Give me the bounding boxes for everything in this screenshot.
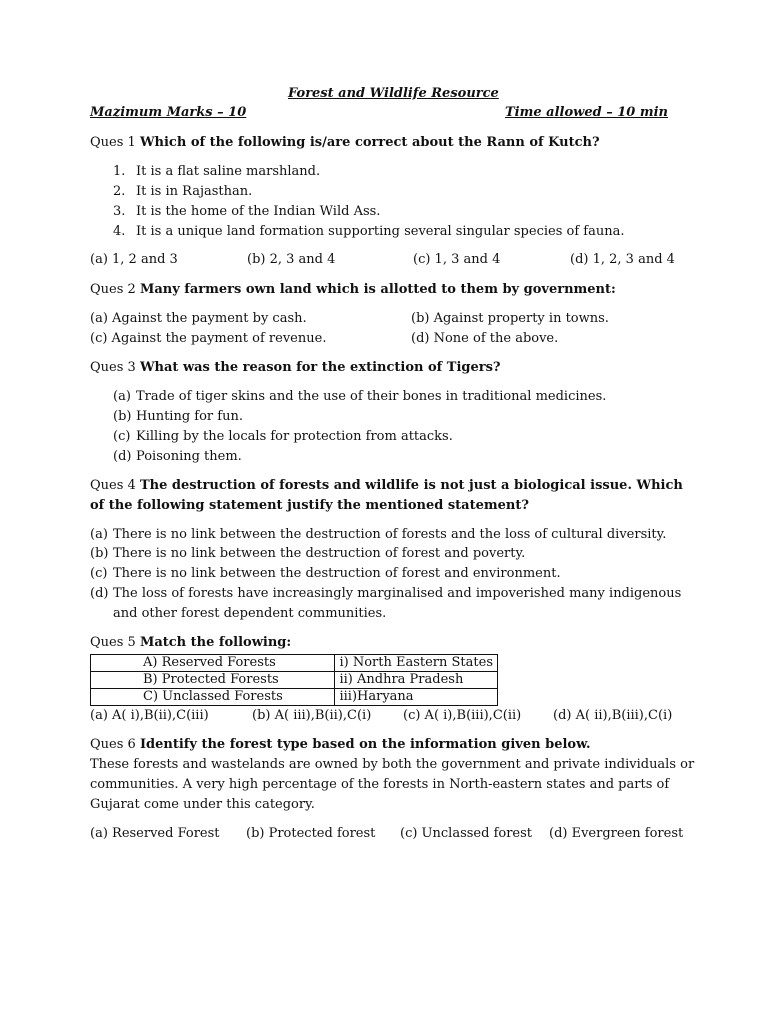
q3-option-c: Killing by the locals for protection from attacks. bbox=[136, 429, 453, 444]
match-table bbox=[90, 654, 498, 706]
table-cell: ii) Andhra Pradesh bbox=[335, 672, 498, 689]
q3-option-label: (a) bbox=[113, 389, 131, 404]
q6-option-a: (a) Reserved Forest bbox=[90, 826, 220, 841]
q3-option-label: (b) bbox=[113, 409, 132, 424]
q6-paragraph-line: Gujarat come under this category. bbox=[90, 797, 315, 812]
question-number: Ques 5 bbox=[90, 635, 140, 650]
question-1 bbox=[90, 135, 600, 151]
q4-option-b: There is no link between the destruction of forest and poverty. bbox=[113, 546, 526, 561]
q2-option-d: (d) None of the above. bbox=[411, 331, 559, 346]
table-cell: i) North Eastern States bbox=[335, 655, 498, 672]
q4-option-d: The loss of forests have increasingly marginalised and impoverished many indigenous bbox=[113, 586, 682, 601]
q1-item-num: 4. bbox=[113, 224, 126, 239]
q5-option-a: (a) A( i),B(ii),C(iii) bbox=[90, 708, 209, 723]
table-row bbox=[91, 689, 498, 706]
q1-option-c: (c) 1, 3 and 4 bbox=[413, 252, 501, 267]
q1-item: It is a unique land formation supporting several singular species of fauna. bbox=[136, 224, 625, 239]
q3-option-d: Poisoning them. bbox=[136, 449, 242, 464]
table-cell: B) Protected Forests bbox=[91, 672, 335, 689]
question-text: Match the following: bbox=[139, 635, 292, 650]
q1-item: It is a flat saline marshland. bbox=[136, 164, 321, 179]
table-row bbox=[91, 672, 498, 689]
q5-option-c: (c) A( i),B(iii),C(ii) bbox=[403, 708, 522, 723]
question-text: Identify the forest type based on the information given below. bbox=[139, 737, 591, 752]
q4-option-a: There is no link between the destruction of forests and the loss of cultural diversity. bbox=[113, 527, 667, 542]
q1-option-a: (a) 1, 2 and 3 bbox=[90, 252, 178, 267]
max-marks: Mazimum Marks – 10 bbox=[90, 105, 247, 120]
q1-item-num: 2. bbox=[113, 184, 126, 199]
q1-option-d: (d) 1, 2, 3 and 4 bbox=[570, 252, 675, 267]
document-title: Forest and Wildlife Resource bbox=[288, 86, 499, 101]
q6-option-d: (d) Evergreen forest bbox=[549, 826, 684, 841]
question-5 bbox=[90, 635, 291, 651]
q6-paragraph-line: These forests and wastelands are owned by both the government and private individuals or bbox=[90, 757, 695, 772]
table-cell: A) Reserved Forests bbox=[91, 655, 335, 672]
question-4 bbox=[90, 478, 683, 494]
q4-option-d-cont: and other forest dependent communities. bbox=[113, 606, 387, 621]
q4-option-c: There is no link between the destruction of forest and environment. bbox=[113, 566, 561, 581]
question-2 bbox=[90, 282, 616, 298]
q2-option-c: (c) Against the payment of revenue. bbox=[90, 331, 327, 346]
table-cell: C) Unclassed Forests bbox=[91, 689, 335, 706]
q4-option-label: (a) bbox=[90, 527, 108, 542]
q1-item: It is in Rajasthan. bbox=[136, 184, 253, 199]
table-cell: iii)Haryana bbox=[335, 689, 498, 706]
q1-item-num: 1. bbox=[113, 164, 126, 179]
question-text: What was the reason for the extinction of Tigers? bbox=[139, 360, 501, 375]
time-allowed: Time allowed – 10 min bbox=[505, 105, 669, 120]
q1-item-num: 3. bbox=[113, 204, 126, 219]
question-number: Ques 3 bbox=[90, 360, 140, 375]
q1-item: It is the home of the Indian Wild Ass. bbox=[136, 204, 381, 219]
question-number: Ques 2 bbox=[90, 282, 140, 297]
question-text: The destruction of forests and wildlife is not just a biological issue. Which bbox=[139, 478, 683, 493]
q2-option-a: (a) Against the payment by cash. bbox=[90, 311, 307, 326]
question-number: Ques 4 bbox=[90, 478, 140, 493]
q6-paragraph-line: communities. A very high percentage of the forests in North-eastern states and parts of bbox=[90, 777, 670, 792]
q3-option-b: Hunting for fun. bbox=[136, 409, 243, 424]
question-text: Many farmers own land which is allotted to them by government: bbox=[139, 282, 616, 297]
q3-option-label: (c) bbox=[113, 429, 131, 444]
q5-option-d: (d) A( ii),B(iii),C(i) bbox=[553, 708, 673, 723]
q6-option-c: (c) Unclassed forest bbox=[400, 826, 533, 841]
question-text: Which of the following is/are correct about the Rann of Kutch? bbox=[139, 135, 600, 150]
question-6 bbox=[90, 737, 590, 753]
q2-option-b: (b) Against property in towns. bbox=[411, 311, 609, 326]
q4-option-label: (c) bbox=[90, 566, 108, 581]
q3-option-a: Trade of tiger skins and the use of their bones in traditional medicines. bbox=[136, 389, 607, 404]
question-text-cont: of the following statement justify the mentioned statement? bbox=[90, 498, 529, 513]
q4-option-label: (b) bbox=[90, 546, 109, 561]
question-number: Ques 6 bbox=[90, 737, 140, 752]
q3-option-label: (d) bbox=[113, 449, 132, 464]
q6-option-b: (b) Protected forest bbox=[246, 826, 376, 841]
q4-option-label: (d) bbox=[90, 586, 109, 601]
question-number: Ques 1 bbox=[90, 135, 140, 150]
q5-option-b: (b) A( iii),B(ii),C(i) bbox=[252, 708, 372, 723]
table-row bbox=[91, 655, 498, 672]
question-3 bbox=[90, 360, 501, 376]
q1-option-b: (b) 2, 3 and 4 bbox=[247, 252, 336, 267]
